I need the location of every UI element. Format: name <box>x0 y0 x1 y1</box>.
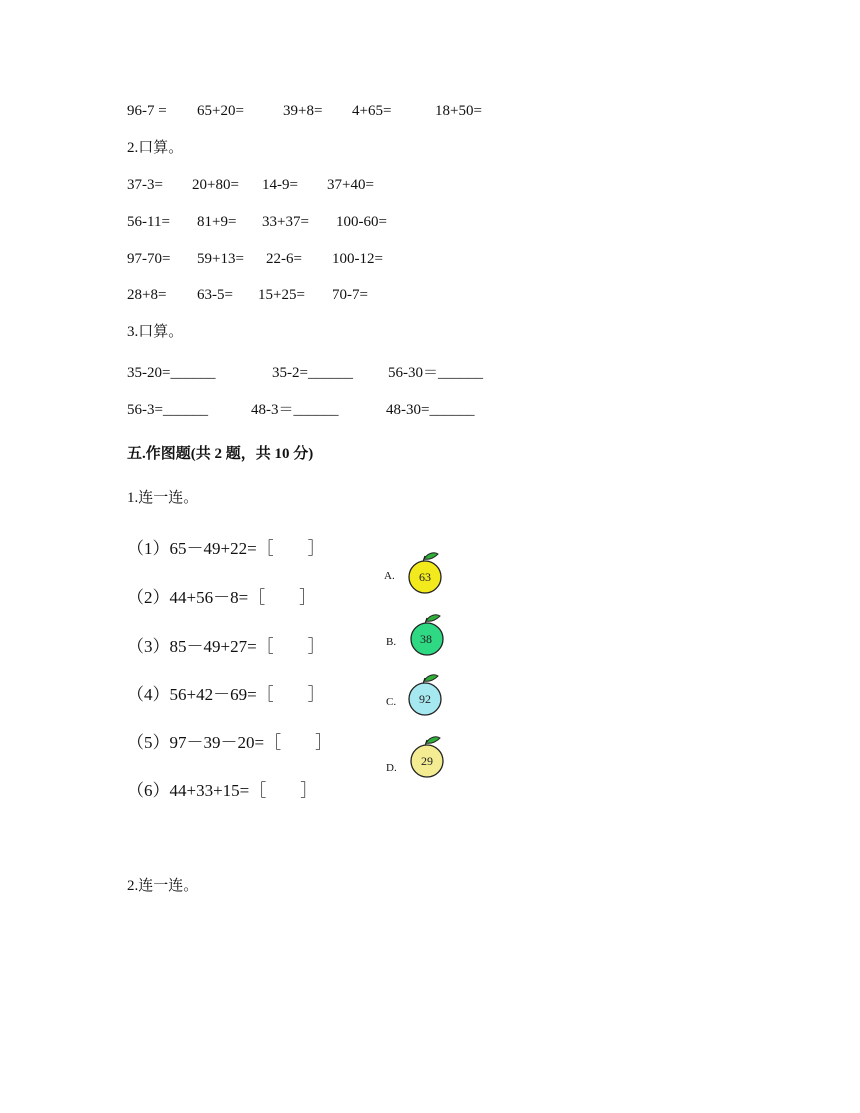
matching-expression-4: （4）56+42－69=［ ］ <box>127 685 325 704</box>
apple-value-c: 92 <box>419 692 431 706</box>
expr-blank: 35-20=______ <box>127 365 216 381</box>
option-letter-b: B. <box>386 636 397 648</box>
matching-expression-5: （5）97－39－20=［ ］ <box>127 733 333 752</box>
expr-4+65: 4+65= <box>352 103 392 119</box>
question-3-title: 3.口算。 <box>127 324 184 340</box>
matching-expression-1: （1）65－49+22=［ ］ <box>127 539 325 558</box>
expr: 37-3= <box>127 177 163 193</box>
expr: 63-5= <box>197 287 233 303</box>
expr: 100-12= <box>332 251 383 267</box>
section-5-q2-title: 2.连一连。 <box>127 878 199 894</box>
expr: 14-9= <box>262 177 298 193</box>
expr: 81+9= <box>197 214 237 230</box>
expr: 22-6= <box>266 251 302 267</box>
expr-blank: 48-3＝______ <box>251 402 339 418</box>
expr-65+20: 65+20= <box>197 103 244 119</box>
apple-value-a: 63 <box>419 570 431 584</box>
matching-expression-3: （3）85－49+27=［ ］ <box>127 637 325 656</box>
apple-leaf <box>426 737 440 743</box>
apple-value-d: 29 <box>421 754 433 768</box>
option-letter-d: D. <box>386 762 397 774</box>
expr-39+8: 39+8= <box>283 103 323 119</box>
expr: 20+80= <box>192 177 239 193</box>
expr: 28+8= <box>127 287 167 303</box>
option-letter-c: C. <box>386 696 397 708</box>
matching-expression-2: （2）44+56－8=［ ］ <box>127 588 317 607</box>
expr-blank: 56-30＝______ <box>388 365 483 381</box>
option-letter-a: A. <box>384 570 395 582</box>
apple-value-b: 38 <box>420 632 432 646</box>
expr-18+50: 18+50= <box>435 103 482 119</box>
apple-icon-b <box>404 612 448 656</box>
expr: 70-7= <box>332 287 368 303</box>
section-5-title: 五.作图题(共 2 题，共 10 分) <box>127 446 314 462</box>
expr-blank: 56-3=______ <box>127 402 208 418</box>
expr: 56-11= <box>127 214 170 230</box>
apple-leaf <box>426 615 440 621</box>
expr-blank: 48-30=______ <box>386 402 475 418</box>
expr-96-7: 96-7 = <box>127 103 167 119</box>
expr: 100-60= <box>336 214 387 230</box>
apple-leaf <box>424 553 438 559</box>
apple-icon-c <box>402 672 446 716</box>
expr-blank: 35-2=______ <box>272 365 353 381</box>
expr: 59+13= <box>197 251 244 267</box>
matching-expression-6: （6）44+33+15=［ ］ <box>127 781 318 800</box>
section-5-q1-title: 1.连一连。 <box>127 490 199 506</box>
apple-leaf <box>424 675 438 681</box>
expr: 33+37= <box>262 214 309 230</box>
apple-icon-a <box>402 550 446 594</box>
expr: 97-70= <box>127 251 171 267</box>
apple-icon-d <box>404 734 448 778</box>
expr: 15+25= <box>258 287 305 303</box>
question-2-title: 2.口算。 <box>127 140 184 156</box>
expr: 37+40= <box>327 177 374 193</box>
